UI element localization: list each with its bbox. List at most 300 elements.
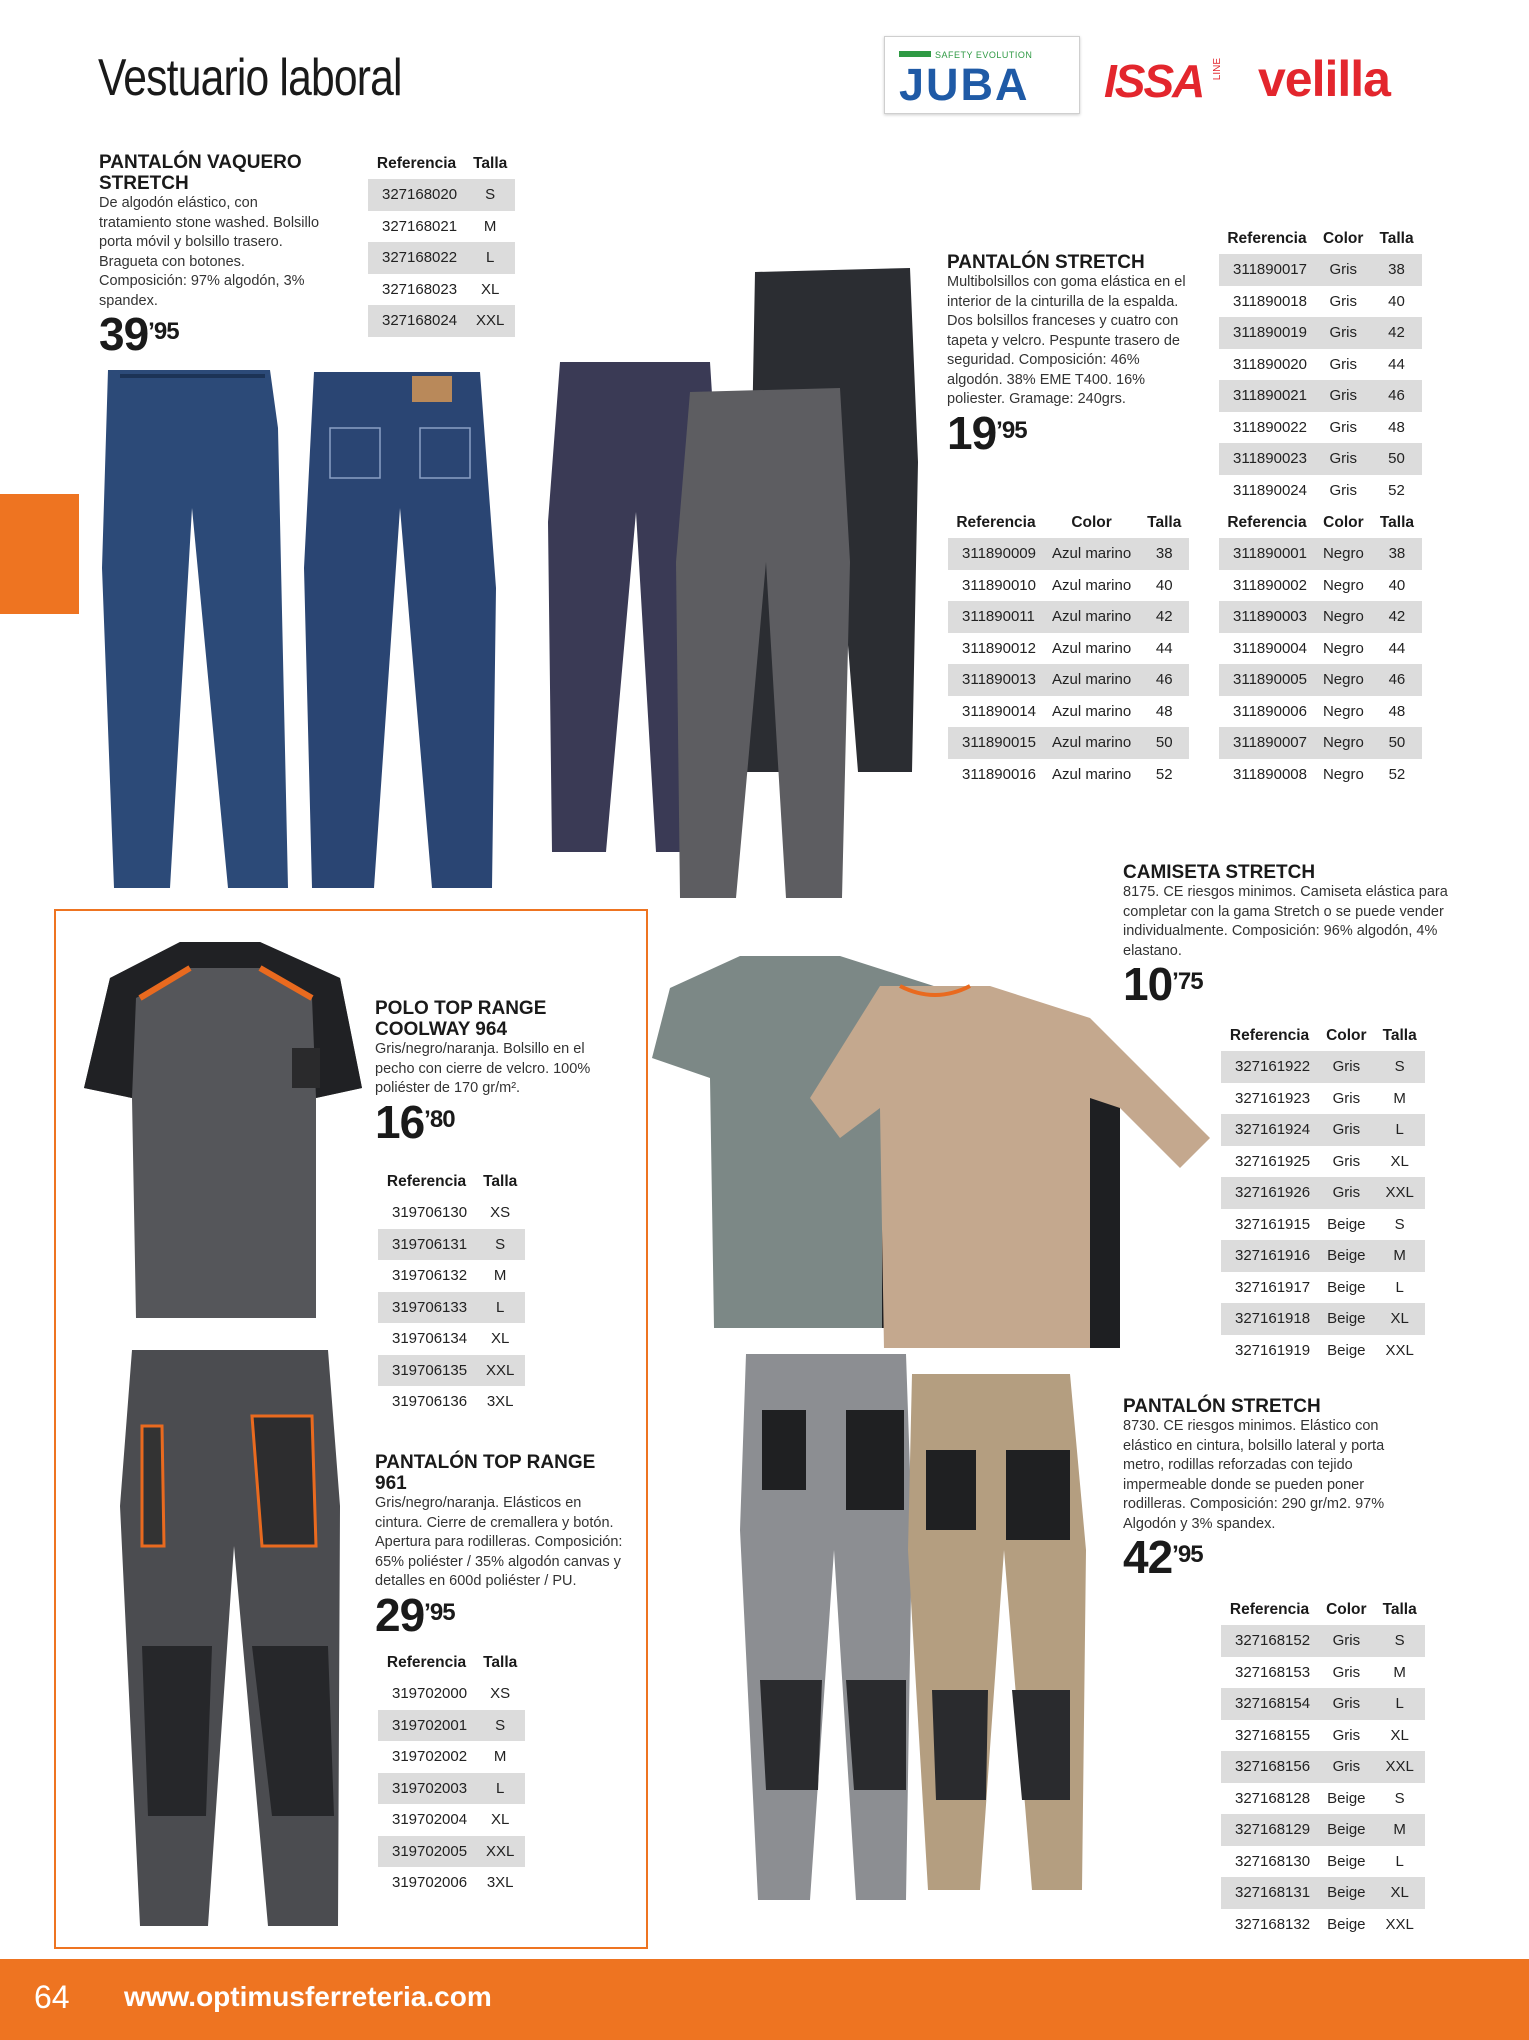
cell-talla: S	[1394, 1789, 1405, 1807]
cell-referencia: 311890009	[948, 538, 1044, 570]
cell-color: Azul marino	[1051, 765, 1132, 783]
product-toprange	[375, 1452, 625, 1641]
col-color: Color	[1071, 513, 1112, 531]
table-row	[1221, 1657, 1425, 1689]
table-row	[1221, 1783, 1425, 1815]
cell-referencia: 311890018	[1233, 292, 1307, 310]
cell-talla: XXL	[465, 305, 515, 337]
cell-color: Gris	[1332, 1726, 1361, 1744]
cell-talla: XXL	[475, 1355, 525, 1387]
product-vaquero	[99, 152, 329, 360]
cell-referencia: 319706130	[392, 1204, 468, 1222]
cell-color: Negro	[1315, 538, 1372, 570]
table-row	[1221, 1877, 1425, 1909]
cell-talla: 40	[1155, 576, 1173, 594]
cell-referencia: 311890019	[1219, 317, 1315, 349]
table-row	[1219, 759, 1422, 791]
cell-talla: S	[1375, 1051, 1425, 1083]
cell-color: Gris	[1329, 418, 1357, 436]
cell-color: Beige	[1318, 1814, 1374, 1846]
cell-color: Negro	[1315, 727, 1372, 759]
cell-talla: S	[475, 1710, 525, 1742]
table-row	[1221, 1240, 1425, 1272]
cell-referencia: 319702005	[378, 1836, 475, 1868]
cell-referencia: 327161918	[1221, 1303, 1318, 1335]
cell-referencia: 319706132	[392, 1267, 468, 1285]
cell-referencia: 327161915	[1235, 1215, 1311, 1233]
cell-talla: XL	[491, 1330, 510, 1348]
cell-talla: 40	[1388, 576, 1406, 594]
stretch2-pants-image	[736, 1350, 1096, 1910]
col-referencia: Referencia	[1227, 229, 1307, 247]
product-price: $39^{’95}$	[99, 308, 179, 360]
table-row	[1219, 570, 1422, 602]
cell-referencia: 319702000	[392, 1685, 468, 1703]
table-row	[1221, 1720, 1425, 1752]
product-title: PANTALÓN STRETCH	[947, 252, 1145, 273]
product-title: POLO TOP RANGE COOLWAY 964	[375, 998, 547, 1040]
cell-talla: XXL	[1385, 1341, 1414, 1359]
cell-color: Azul marino	[1044, 601, 1139, 633]
table-row	[378, 1773, 525, 1805]
cell-talla: S	[465, 179, 515, 211]
cell-referencia: 327161917	[1235, 1278, 1311, 1296]
table-row	[378, 1867, 525, 1899]
table-row	[368, 211, 515, 243]
cell-talla: M	[493, 1267, 507, 1285]
cell-referencia: 319702006	[392, 1874, 468, 1892]
cell-color: Gris	[1329, 355, 1357, 373]
juba-logo-sub: SAFETY EVOLUTION	[935, 50, 1033, 60]
cell-referencia: 327168155	[1235, 1726, 1311, 1744]
table-row	[948, 601, 1189, 633]
product-price: $16^{’80}$	[375, 1095, 455, 1148]
cell-talla: XL	[1390, 1152, 1409, 1170]
product-title: PANTALÓN STRETCH	[1123, 1396, 1321, 1417]
cell-talla: 46	[1372, 664, 1422, 696]
cell-color: Gris	[1318, 1114, 1374, 1146]
product-title: PANTALÓN VAQUERO STRETCH	[99, 152, 302, 194]
cell-referencia: 311890020	[1233, 355, 1307, 373]
table-row	[378, 1678, 525, 1710]
cell-referencia: 319702001	[378, 1710, 475, 1742]
cell-referencia: 319706131	[378, 1229, 475, 1261]
cell-color: Negro	[1322, 639, 1364, 657]
table-stretch-gris	[1219, 223, 1422, 506]
col-referencia: Referencia	[1229, 1600, 1310, 1618]
table-row	[378, 1323, 525, 1355]
table-stretch-2	[1221, 1594, 1425, 1940]
cell-talla: 52	[1388, 481, 1405, 499]
table-row	[1221, 1846, 1425, 1878]
cell-referencia: 327168132	[1235, 1915, 1311, 1933]
table-row	[378, 1229, 525, 1261]
cell-referencia: 319702003	[378, 1773, 475, 1805]
cell-talla: M	[483, 217, 497, 235]
col-talla: Talla	[1382, 1600, 1417, 1618]
cell-color: Gris	[1329, 481, 1357, 499]
table-row	[378, 1710, 525, 1742]
table-row	[1219, 349, 1422, 381]
cell-talla: XL	[491, 1811, 510, 1829]
product-stretch-1	[947, 252, 1195, 459]
table-stretch-negro	[1219, 507, 1422, 790]
cell-talla: 52	[1155, 765, 1173, 783]
cell-color: Gris	[1318, 1751, 1374, 1783]
cell-talla: S	[1375, 1625, 1425, 1657]
product-desc: 8175. CE riesgos minimos. Camiseta elástica para completar con la gama Stretch o se puede vender individualmente. Composición: 96% algodón, 4% elastano.	[1123, 884, 1448, 959]
cell-referencia: 311890004	[1233, 639, 1307, 657]
cell-talla: S	[475, 1229, 525, 1261]
cell-talla: 38	[1371, 254, 1421, 286]
cell-referencia: 311890024	[1233, 481, 1307, 499]
cell-talla: L	[1395, 1852, 1404, 1870]
cell-talla: XL	[481, 280, 500, 298]
cell-color: Beige	[1327, 1215, 1366, 1233]
product-desc: Multibolsillos con goma elástica en el interior de la cinturilla de la espalda. Dos bolsillos franceses y cuatro con tapeta y velcro. Pespunte trasero de seguridad. Composición: 46% algodón. 38% EME T400. 16% poliester. Gramage: 240grs.	[947, 274, 1186, 407]
table-row	[1221, 1146, 1425, 1178]
cell-talla: 46	[1371, 380, 1421, 412]
table-row	[1221, 1303, 1425, 1335]
product-price: $42^{’95}$	[1123, 1531, 1203, 1583]
cell-talla: L	[1375, 1114, 1425, 1146]
table-row	[948, 633, 1189, 665]
issa-logo-line: LINE	[1212, 58, 1223, 81]
cell-referencia: 311890011	[948, 601, 1044, 633]
cell-referencia: 311890010	[962, 576, 1036, 594]
col-referencia: Referencia	[1227, 513, 1307, 531]
cell-color: Gris	[1318, 1625, 1374, 1657]
table-row	[1219, 412, 1422, 444]
cell-color: Beige	[1318, 1240, 1374, 1272]
col-color: Color	[1322, 229, 1364, 247]
cell-color: Beige	[1318, 1303, 1374, 1335]
cell-talla: S	[1394, 1215, 1405, 1233]
cell-talla: 46	[1139, 664, 1189, 696]
cell-referencia: 319702002	[392, 1748, 468, 1766]
table-row	[1219, 696, 1422, 728]
juba-logo	[884, 36, 1080, 114]
cell-referencia: 319706136	[392, 1393, 468, 1411]
table-row	[1219, 475, 1422, 507]
cell-talla: XXL	[1375, 1177, 1425, 1209]
table-row	[1219, 286, 1422, 318]
cell-talla: XS	[490, 1204, 511, 1222]
table-row	[1219, 380, 1422, 412]
cell-color: Gris	[1329, 292, 1357, 310]
table-polo	[378, 1166, 525, 1418]
cell-referencia: 311890003	[1219, 601, 1315, 633]
col-referencia: Referencia	[956, 513, 1036, 531]
cell-talla: L	[1375, 1688, 1425, 1720]
table-row	[948, 570, 1189, 602]
table-row	[378, 1836, 525, 1868]
product-desc: De algodón elástico, con tratamiento stone washed. Bolsillo porta móvil y bolsillo trasero. Bragueta con botones. Composición: 97% algodón, 3% spandex.	[99, 195, 320, 309]
cell-talla: M	[1375, 1240, 1425, 1272]
cell-referencia: 311890021	[1219, 380, 1315, 412]
cell-color: Azul marino	[1051, 639, 1132, 657]
col-referencia: Referencia	[386, 1172, 467, 1190]
table-camiseta	[1221, 1020, 1425, 1366]
cell-color: Gris	[1315, 317, 1371, 349]
col-color: Color	[1326, 1026, 1367, 1044]
col-talla: Talla	[1382, 1026, 1417, 1044]
cell-talla: M	[1375, 1814, 1425, 1846]
table-toprange	[378, 1647, 525, 1899]
table-row	[1221, 1114, 1425, 1146]
toprange-pants-image	[102, 1346, 362, 1936]
product-stretch-2	[1123, 1396, 1417, 1583]
table-row	[1221, 1083, 1425, 1115]
table-stretch-azul	[948, 507, 1189, 790]
col-referencia: Referencia	[386, 1653, 467, 1671]
product-title: CAMISETA STRETCH	[1123, 862, 1316, 883]
table-row	[378, 1292, 525, 1324]
cell-referencia: 327168130	[1235, 1852, 1311, 1870]
table-row	[1221, 1272, 1425, 1304]
cell-talla: L	[475, 1773, 525, 1805]
table-row	[378, 1355, 525, 1387]
cell-color: Negro	[1322, 576, 1364, 594]
cell-referencia: 327161916	[1221, 1240, 1318, 1272]
cell-referencia: 327161919	[1235, 1341, 1311, 1359]
cell-referencia: 319706135	[378, 1355, 475, 1387]
table-row	[1221, 1751, 1425, 1783]
table-row	[368, 274, 515, 306]
cell-referencia: 311890022	[1233, 418, 1307, 436]
cell-color: Gris	[1318, 1051, 1374, 1083]
col-referencia: Referencia	[376, 154, 457, 172]
cell-color: Gris	[1332, 1152, 1361, 1170]
product-polo	[375, 998, 625, 1148]
cell-talla: 44	[1155, 639, 1173, 657]
cell-referencia: 311890014	[962, 702, 1036, 720]
cell-referencia: 327168024	[368, 305, 465, 337]
cell-referencia: 327168152	[1221, 1625, 1318, 1657]
table-row	[378, 1804, 525, 1836]
table-row	[1221, 1051, 1425, 1083]
col-talla: Talla	[483, 1653, 518, 1671]
cell-color: Gris	[1318, 1177, 1374, 1209]
cell-talla: XL	[1375, 1877, 1425, 1909]
cell-color: Azul marino	[1044, 664, 1139, 696]
cell-talla: 42	[1372, 601, 1422, 633]
cell-color: Negro	[1315, 664, 1372, 696]
col-talla: Talla	[1379, 229, 1414, 247]
footer	[0, 1959, 1529, 2040]
cell-talla: XL	[1390, 1726, 1409, 1744]
table-vaquero	[368, 148, 515, 337]
cell-talla: 44	[1388, 355, 1405, 373]
table-row	[378, 1386, 525, 1418]
cell-talla: XS	[490, 1685, 511, 1703]
cell-referencia: 311890017	[1219, 254, 1315, 286]
cell-talla: 3XL	[486, 1393, 514, 1411]
product-price: $19^{’95}$	[947, 406, 1027, 459]
issa-logo: ISSA	[1104, 55, 1204, 107]
cell-color: Azul marino	[1044, 538, 1139, 570]
cell-referencia: 327168020	[368, 179, 465, 211]
cell-referencia: 311890006	[1233, 702, 1307, 720]
cell-talla: 48	[1155, 702, 1173, 720]
table-row	[368, 305, 515, 337]
cell-talla: L	[1395, 1278, 1404, 1296]
cell-color: Gris	[1318, 1688, 1374, 1720]
stretch-pants-image	[540, 262, 930, 902]
cell-color: Azul marino	[1051, 576, 1132, 594]
cell-talla: XXL	[1385, 1915, 1414, 1933]
jeans-image	[100, 368, 502, 898]
cell-color: Azul marino	[1051, 702, 1132, 720]
cell-referencia: 327168153	[1235, 1663, 1311, 1681]
cell-talla: 44	[1388, 639, 1406, 657]
cell-color: Beige	[1327, 1341, 1366, 1359]
cell-talla: M	[493, 1748, 507, 1766]
col-talla: Talla	[473, 154, 508, 172]
cell-talla: 42	[1139, 601, 1189, 633]
cell-referencia: 327168156	[1221, 1751, 1318, 1783]
cell-talla: 50	[1371, 443, 1421, 475]
cell-color: Beige	[1327, 1852, 1366, 1870]
cell-color: Gris	[1315, 254, 1371, 286]
website-link[interactable]: www.optimusferreteria.com	[124, 1981, 492, 2012]
cell-talla: 48	[1388, 418, 1405, 436]
table-row	[1219, 443, 1422, 475]
cell-referencia: 327161925	[1235, 1152, 1311, 1170]
section-tab	[0, 494, 79, 614]
cell-talla: M	[1393, 1089, 1406, 1107]
cell-talla: L	[475, 1292, 525, 1324]
product-desc: Gris/negro/naranja. Elásticos en cintura. Cierre de cremallera y botón. Apertura para rodilleras. Composición: 65% poliéster / 35% algodón canvas y detalles en 600d poliéster / PU.	[375, 1495, 623, 1589]
table-row	[948, 538, 1189, 570]
col-talla: Talla	[483, 1172, 518, 1190]
cell-color: Beige	[1327, 1278, 1366, 1296]
col-talla: Talla	[1147, 513, 1182, 531]
table-row	[1221, 1209, 1425, 1241]
cell-referencia: 327161922	[1221, 1051, 1318, 1083]
cell-referencia: 327168154	[1221, 1688, 1318, 1720]
cell-color: Negro	[1322, 702, 1364, 720]
cell-color: Beige	[1318, 1877, 1374, 1909]
product-desc: Gris/negro/naranja. Bolsillo en el pecho con cierre de velcro. 100% poliéster de 170 gr/m².	[375, 1041, 591, 1096]
table-row	[1219, 254, 1422, 286]
table-row	[1221, 1909, 1425, 1941]
cell-referencia: 327161924	[1221, 1114, 1318, 1146]
cell-referencia: 311890005	[1219, 664, 1315, 696]
cell-referencia: 319706133	[378, 1292, 475, 1324]
cell-color: Gris	[1315, 380, 1371, 412]
page-title: Vestuario laboral	[98, 49, 402, 107]
cell-referencia: 311890015	[948, 727, 1044, 759]
cell-referencia: 311890007	[1219, 727, 1315, 759]
table-row	[948, 727, 1189, 759]
table-row	[1219, 317, 1422, 349]
polo-image	[80, 938, 366, 1328]
cell-referencia: 311890002	[1233, 576, 1307, 594]
cell-talla: L	[465, 242, 515, 274]
product-title: PANTALÓN TOP RANGE 961	[375, 1452, 596, 1494]
product-price: $29^{’95}$	[375, 1588, 455, 1641]
cell-talla: 50	[1139, 727, 1189, 759]
cell-color: Beige	[1327, 1915, 1366, 1933]
table-row	[1221, 1688, 1425, 1720]
table-row	[1219, 664, 1422, 696]
cell-referencia: 327161926	[1221, 1177, 1318, 1209]
table-row	[1219, 633, 1422, 665]
cell-talla: XL	[1375, 1303, 1425, 1335]
table-row	[368, 242, 515, 274]
cell-referencia: 311890016	[962, 765, 1036, 783]
cell-talla: 42	[1371, 317, 1421, 349]
cell-color: Beige	[1327, 1789, 1366, 1807]
cell-referencia: 319706134	[392, 1330, 468, 1348]
cell-referencia: 319702004	[392, 1811, 468, 1829]
cell-color: Gris	[1332, 1089, 1361, 1107]
juba-logo-text: JUBA	[899, 59, 1030, 110]
col-color: Color	[1323, 513, 1364, 531]
table-row	[1219, 601, 1422, 633]
table-row	[378, 1197, 525, 1229]
table-row	[948, 696, 1189, 728]
table-row	[1221, 1625, 1425, 1657]
col-referencia: Referencia	[1229, 1026, 1310, 1044]
cell-referencia: 311890013	[948, 664, 1044, 696]
cell-talla: 52	[1388, 765, 1406, 783]
cell-talla: XXL	[475, 1836, 525, 1868]
cell-referencia: 327168023	[382, 280, 458, 298]
cell-referencia: 327168022	[368, 242, 465, 274]
cell-color: Azul marino	[1044, 727, 1139, 759]
cell-color: Negro	[1315, 601, 1372, 633]
product-price: $10^{’75}$	[1123, 958, 1203, 1010]
velilla-logo: velilla	[1258, 51, 1390, 107]
table-row	[948, 664, 1189, 696]
cell-referencia: 327168021	[382, 217, 458, 235]
cell-referencia: 311890012	[962, 639, 1036, 657]
cell-talla: 3XL	[486, 1874, 514, 1892]
cell-referencia: 311890023	[1219, 443, 1315, 475]
cell-referencia: 327161923	[1235, 1089, 1311, 1107]
cell-referencia: 311890008	[1233, 765, 1307, 783]
table-row	[378, 1741, 525, 1773]
col-talla: Talla	[1379, 513, 1414, 531]
cell-talla: XXL	[1375, 1751, 1425, 1783]
cell-referencia: 327168129	[1221, 1814, 1318, 1846]
cell-talla: 48	[1388, 702, 1406, 720]
table-row	[1221, 1177, 1425, 1209]
cell-color: Gris	[1332, 1663, 1361, 1681]
table-row	[1221, 1335, 1425, 1367]
table-row	[1221, 1814, 1425, 1846]
cell-talla: 38	[1372, 538, 1422, 570]
cell-referencia: 327168128	[1235, 1789, 1311, 1807]
cell-color: Negro	[1322, 765, 1364, 783]
product-camiseta	[1123, 862, 1459, 1010]
cell-referencia: 327168131	[1221, 1877, 1318, 1909]
cell-talla: M	[1393, 1663, 1406, 1681]
table-row	[368, 179, 515, 211]
cell-talla: 38	[1139, 538, 1189, 570]
product-desc: 8730. CE riesgos minimos. Elástico con elástico en cintura, bolsillo lateral y porta metro, rodillas reforzadas con tejido impermeable donde se pueden poner rodilleras. Composición: 290 gr/m2. 97% Algodón y 3% spandex.	[1123, 1418, 1385, 1532]
cell-talla: 50	[1372, 727, 1422, 759]
cell-talla: 40	[1388, 292, 1405, 310]
table-row	[1219, 727, 1422, 759]
cell-referencia: 311890001	[1219, 538, 1315, 570]
table-row	[378, 1260, 525, 1292]
cell-color: Gris	[1315, 443, 1371, 475]
table-row	[1219, 538, 1422, 570]
table-row	[948, 759, 1189, 791]
